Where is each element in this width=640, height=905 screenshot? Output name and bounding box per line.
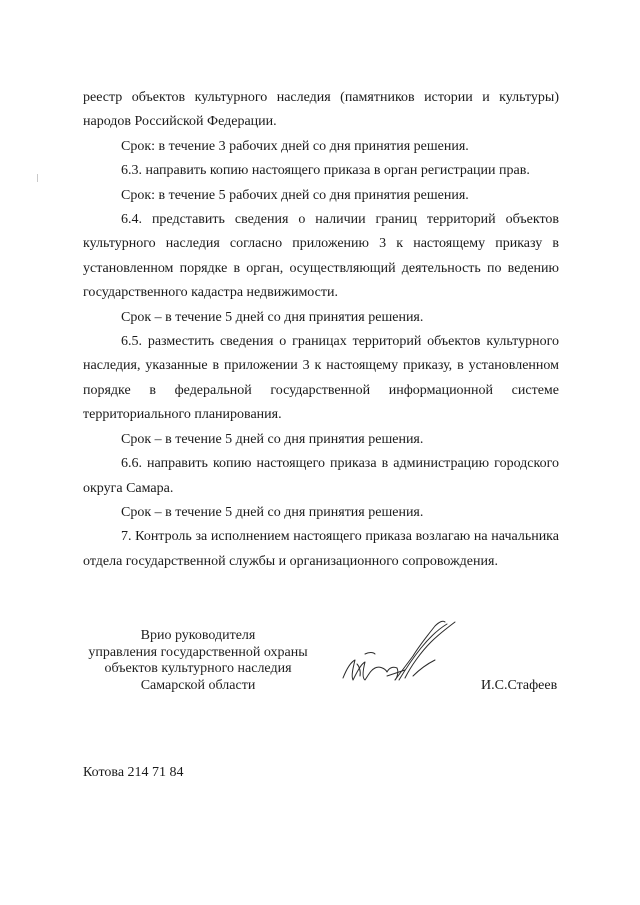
handwritten-signature [335,616,465,694]
paragraph-deadline-3-working-days: Срок: в течение 3 рабочих дней со дня принятия решения. [121,138,469,154]
position-line: объектов культурного наследия [104,661,292,676]
paragraph-deadline-5-working-days: Срок: в течение 5 рабочих дней со дня принятия решения. [121,187,469,203]
executor-contact: Котова 214 71 84 [83,765,184,780]
scan-artifact-mark [37,174,38,182]
paragraph-deadline-6-4: Срок – в течение 5 дней со дня принятия решения. [121,309,424,325]
paragraph-deadline-6-6: Срок – в течение 5 дней со дня принятия решения. [121,504,424,520]
document-body [83,86,559,574]
position-line: Врио руководителя [140,628,256,643]
signature-block [80,628,560,708]
signer-name: И.С.Стафеев [481,678,558,693]
paragraph-6-4: 6.4. представить сведения о наличии границ территорий объектов культурного наследия согласно приложению 3 к настоящему приказу в установленном порядке в орган, осуществляющий деятельность по ведению государственного кадастра недвижимости. [83,212,559,301]
paragraph-6-5: 6.5. разместить сведения о границах территорий объектов культурного наследия, указанные в приложении 3 к настоящему приказу, в установленном порядке в федеральной государственной информационной системе территориального планирования. [83,334,559,423]
paragraph-registry-continuation: реестр объектов культурного наследия (памятников истории и культуры) народов Российской Федерации. [83,90,559,130]
paragraph-deadline-6-5: Срок – в течение 5 дней со дня принятия решения. [121,431,424,447]
position-line: управления государственной охраны [88,644,308,660]
paragraph-7-control: 7. Контроль за исполнением настоящего приказа возлагаю на начальника отдела государственной службы и организационного сопровождения. [83,529,559,569]
paragraph-6-3: 6.3. направить копию настоящего приказа в орган регистрации прав. [121,163,530,179]
signatory-position [80,628,316,694]
paragraph-6-6: 6.6. направить копию настоящего приказа в администрацию городского округа Самара. [83,456,559,496]
position-line: Самарской области [140,677,256,693]
